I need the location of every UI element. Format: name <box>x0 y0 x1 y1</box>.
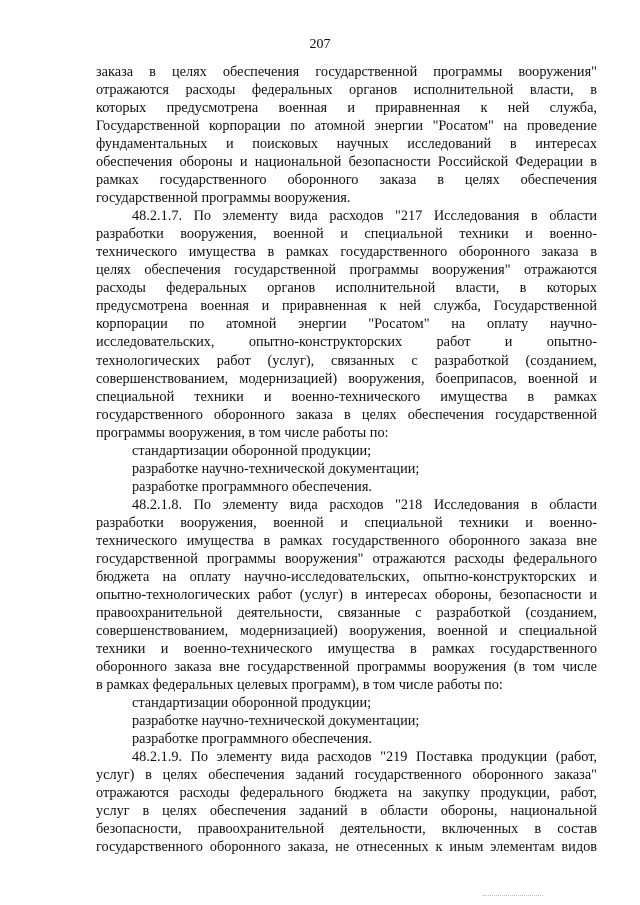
text-line: корпорации по атомной энергии "Росатом" на оплату научно- <box>96 316 597 333</box>
text-line: стандартизации оборонной продукции; <box>132 695 372 712</box>
document-body <box>96 63 597 856</box>
text-line: разработке научно-технической документации; <box>132 460 420 477</box>
page-number: 207 <box>309 37 331 52</box>
text-line: отражаются расходы федерального бюджета на закупку продукции, работ, <box>96 785 597 802</box>
text-line: государственной программы вооружения" отражаются расходы федерального <box>96 550 597 567</box>
text-line: разработке программного обеспечения. <box>132 478 372 495</box>
text-line: государственного оборонного заказа в целях обеспечения государственной <box>96 406 597 423</box>
text-line: безопасности, правоохранительной деятельности, включенных в состав <box>96 821 597 838</box>
text-line: разработки вооружения, военной и специальной техники и военно- <box>96 514 597 531</box>
text-line: бюджета на оплату научно-исследовательских, опытно-конструкторских и <box>96 568 597 585</box>
paragraph <box>96 63 597 207</box>
text-line: технического имущества в рамках государственного оборонного заказа в <box>96 244 597 261</box>
text-line: специальной техники и военно-технического имущества в рамках <box>96 388 597 405</box>
text-line: программы вооружения, в том числе работы по: <box>96 424 389 441</box>
text-line: исследовательских, опытно-конструкторских работ и опытно- <box>96 334 597 351</box>
list-item <box>96 442 597 460</box>
text-line: отражаются расходы федеральных органов исполнительной власти, в <box>96 82 597 99</box>
list-item <box>96 712 597 730</box>
text-line: расходы федеральных органов исполнительной власти, в которых <box>96 280 597 297</box>
text-line: целях обеспечения государственной программы вооружения" отражаются <box>96 262 597 279</box>
text-line: технологических работ (услуг), связанных с разработкой (созданием, <box>96 352 597 369</box>
text-line: правоохранительной деятельности, связанные с разработкой (созданием, <box>96 604 597 621</box>
text-line: техники и военно-технического имущества в рамках государственного <box>96 641 597 657</box>
text-line: совершенствованием, модернизацией) вооружения, военной и специальной <box>96 622 597 639</box>
text-line: стандартизации оборонной продукции; <box>132 442 372 459</box>
text-line: фундаментальных и поисковых научных исследований в интересах <box>96 136 597 153</box>
text-line: оборонного заказа вне государственной программы вооружения (в том числе <box>96 659 597 676</box>
text-line: совершенствованием, модернизацией) вооружения, боеприпасов, военной и <box>96 370 597 387</box>
text-line: предусмотрена военная и приравненная к ней служба, Государственной <box>96 298 597 315</box>
text-line: разработке программного обеспечения. <box>132 731 372 748</box>
scan-margin-mark <box>483 895 543 899</box>
text-line: разработке научно-технической документации; <box>132 713 420 730</box>
list-item <box>96 478 597 496</box>
text-line: обеспечения обороны и национальной безопасности Российской Федерации в <box>96 154 597 171</box>
list-item <box>96 730 597 748</box>
text-line: разработки вооружения, военной и специальной техники и военно- <box>96 226 597 243</box>
text-line: 48.2.1.9. По элементу вида расходов "219 Поставка продукции (работ, <box>132 749 597 766</box>
text-line: опытно-технологических работ (услуг) в интересах обороны, безопасности и <box>96 586 597 603</box>
text-line: заказа в целях обеспечения государственной программы вооружения" <box>96 64 597 80</box>
paragraph <box>96 748 597 856</box>
text-line: в рамках федеральных целевых программ), в том числе работы по: <box>96 677 503 694</box>
text-line: 48.2.1.7. По элементу вида расходов "217 Исследования в области <box>132 208 597 225</box>
text-line: которых предусмотрена военная и приравненная к ней служба, <box>96 100 597 117</box>
text-line: рамках государственного оборонного заказа в целях обеспечения <box>96 172 597 189</box>
list-item <box>96 460 597 478</box>
paragraph <box>96 496 597 694</box>
text-line: Государственной корпорации по атомной энергии "Росатом" на проведение <box>96 118 597 135</box>
text-line: государственного оборонного заказа, не отнесенных к иным элементам видов <box>96 839 597 856</box>
text-line: услуг) в целях обеспечения заданий государственного оборонного заказа" <box>96 767 597 784</box>
list-item <box>96 694 597 712</box>
text-line: 48.2.1.8. По элементу вида расходов "218 Исследования в области <box>132 496 597 513</box>
text-line: технического имущества в рамках государственного оборонного заказа вне <box>96 532 597 549</box>
text-line: услуг в целях обеспечения заданий в области обороны, национальной <box>96 803 597 820</box>
text-line: государственной программы вооружения. <box>96 190 351 207</box>
paragraph <box>96 207 597 441</box>
